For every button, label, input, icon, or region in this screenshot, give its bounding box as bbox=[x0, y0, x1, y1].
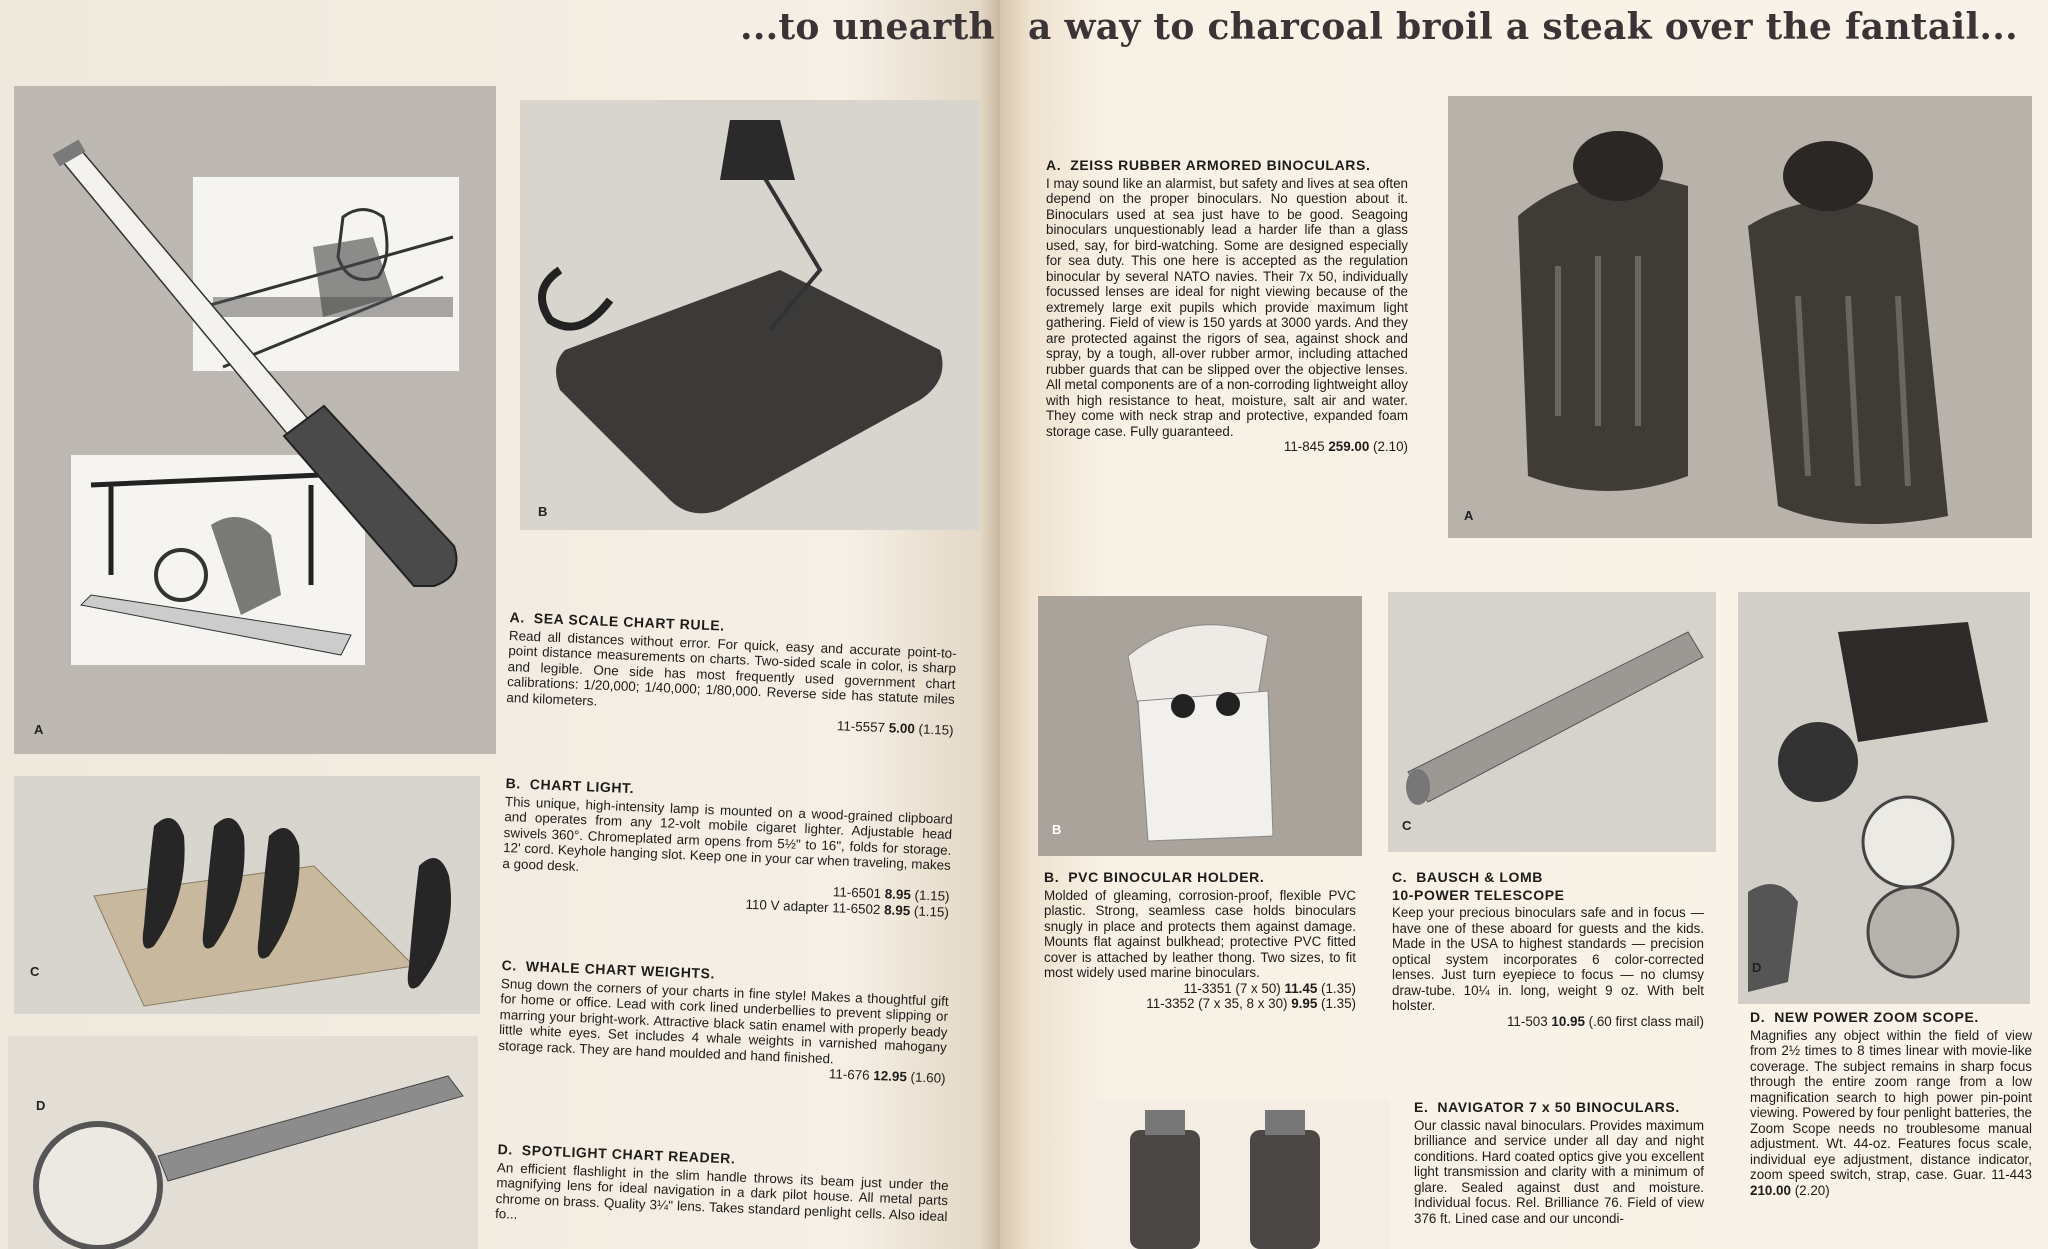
photo-navigator-binoculars bbox=[1090, 1100, 1390, 1249]
item-description: Magnifies any object within the field of view from 2½ times to 8 times linear with movie-like coverage. The subject remains in sharp focus through the entire zoom range from a low magnification search to high power pin-point viewing. Powered by four penlight batteries, the Zoom Scope needs no troublesome manual adjustment. Wt. 44-oz. Features focus scale, individual eye adjustment, distance indicator, zoom speed switch, strap, case. Guar. 11-443 210.00 (2.20) bbox=[1750, 1027, 2032, 1198]
photo-label-a: A bbox=[1464, 508, 1474, 523]
item-description: Keep your precious binoculars safe and in focus — have one of these aboard for guests and the kids. Made in the USA to highest standards — precision optical system incorporates 6 color-corrected lenses. Just turn eyepiece to focus — no clumsy draw-tube. 10¼ in. long, weight 9 oz. With belt holster. bbox=[1392, 905, 1704, 1013]
photo-label-a: A bbox=[34, 722, 44, 737]
item-price: 11-3352 (7 x 35, 8 x 30) 9.95 (1.35) bbox=[1146, 996, 1356, 1011]
photo-zeiss-binoculars bbox=[1448, 96, 2032, 538]
photo-whale-chart-weights bbox=[14, 776, 480, 1014]
photo-pvc-binocular-holder bbox=[1038, 596, 1362, 856]
item-chart-light bbox=[501, 776, 954, 920]
photo-label-b: B bbox=[1052, 822, 1062, 837]
item-title: E. NAVIGATOR 7 x 50 BINOCULARS. bbox=[1414, 1099, 1680, 1115]
item-title: A. SEA SCALE CHART RULE. bbox=[509, 609, 726, 634]
photo-label-c: C bbox=[30, 964, 40, 979]
item-title: A. ZEISS RUBBER ARMORED BINOCULARS. bbox=[1046, 157, 1371, 173]
item-price: 11-5557 5.00 (1.15) bbox=[836, 718, 954, 738]
item-whale-chart-weights bbox=[498, 958, 950, 1086]
item-price: 11-6501 8.95 (1.15) bbox=[832, 884, 950, 904]
item-description: I may sound like an alarmist, but safety and lives at sea often depend on the proper binoculars. No question about it. Binoculars used at sea just have to be good. Seagoing binoculars unquestionably lead a harder life than a glass used, say, for bird-watching. Some are designed especially for sea duty. This one here is accepted as the regulation binocular by several NATO navies. Their 7x 50, individually focussed lenses are ideal for night viewing because of the extremely large exit pupils which provide maximum light gathering. Field of view is 150 yards at 3000 yards. And they are protected against the rigors of sea, against shock and spray, by a tough, all-over rubber armor, including attached rubber guards that can be slipped over the objective lenses. All metal components are of a non-corroding lightweight alloy with high resistance to heat, moisture, salt air and water. They come with neck strap and protective, expanded foam storage case. Fully guaranteed. bbox=[1046, 175, 1408, 439]
item-pvc-binocular-holder bbox=[1044, 870, 1356, 1012]
item-price: 11-676 12.95 (1.60) bbox=[828, 1066, 946, 1086]
item-title: C. WHALE CHART WEIGHTS. bbox=[501, 957, 716, 982]
item-description: This unique, high-intensity lamp is mounted on a wood-grained clipboard and operates from any 12-volt mobile cigaret lighter. Adjustable head swivels 360°. Chromeplated arm opens from 5½" to 16", folds for storage. 12' cord. Keyhole hanging slot. Keep one in your car when traveling, makes a good desk. bbox=[502, 793, 953, 874]
item-description: Molded of gleaming, corrosion-proof, flexible PVC plastic. Strong, seamless case holds binoculars snugly in place and protects them against damage. Mounts flat against bulkhead; protective PVC fitted cover is attached by leather thong. Two sizes, to fit most widely used marine binoculars. bbox=[1044, 887, 1356, 980]
left-page bbox=[0, 0, 1000, 1249]
item-price: 11-845 259.00 (2.10) bbox=[1283, 439, 1408, 454]
item-title: B. PVC BINOCULAR HOLDER. bbox=[1044, 869, 1265, 885]
item-sea-scale-chart-rule bbox=[506, 610, 958, 738]
item-description: An efficient flashlight in the slim handle throws its beam just under the magnifying lens for ideal navigation in a dark pilot house. All metal parts chrome on brass. Quality 3¼" lens. Takes standard penlight cells. Also ideal fo... bbox=[494, 1159, 949, 1224]
item-title: C. BAUSCH & LOMB bbox=[1392, 869, 1543, 885]
item-price: 11-503 10.95 (.60 first class mail) bbox=[1506, 1013, 1704, 1029]
item-description: Read all distances without error. For quick, easy and accurate point-to-point distance measurements on charts. Two-sided scale in color, is sharp and legible. One side has most frequently used government chart calibrations: 1/20,000; 1/40,000; 1/80,000. Reverse side has statute miles and kilometers. bbox=[506, 627, 957, 709]
right-page bbox=[1000, 0, 2048, 1249]
item-description: Our classic naval binoculars. Provides maximum brilliance and service under all day and night conditions. Hard coated optics give you excellent light transmission and clarity with a minimum of glare. Sealed against dust and moisture. Individual focus. Rel. Brilliance 76. Field of view 376 ft. Lined case and our uncondi- bbox=[1414, 1117, 1704, 1226]
item-title: D. NEW POWER ZOOM SCOPE. bbox=[1750, 1009, 1979, 1025]
photo-telescope bbox=[1388, 592, 1716, 852]
photo-label-b: B bbox=[538, 504, 548, 519]
item-power-zoom-scope bbox=[1750, 1010, 2032, 1198]
photo-label-d: D bbox=[1752, 960, 1762, 975]
item-bausch-lomb-telescope bbox=[1392, 870, 1704, 1029]
item-price: 11-3351 (7 x 50) 11.45 (1.35) bbox=[1183, 980, 1356, 996]
photo-power-zoom-scope bbox=[1738, 592, 2030, 1004]
item-zeiss-binoculars bbox=[1046, 158, 1408, 455]
item-title-line2: 10-POWER TELESCOPE bbox=[1392, 886, 1565, 903]
item-description: Snug down the corners of your charts in fine style! Makes a thoughtful gift for home or office. Lead with cork lined underbellies to prevent slipping or marring your bright-work. Attractive black satin enamel with properly beady little white eyes. Set includes 4 whale weights in varnished mahogany storage rack. They are hand moulded and hand finished. bbox=[498, 975, 949, 1066]
photo-sea-scale-chart-rule bbox=[14, 86, 496, 754]
left-headline: ...to unearth bbox=[740, 6, 996, 48]
photo-spotlight-chart-reader bbox=[8, 1036, 478, 1249]
chart-rule-graphic bbox=[14, 86, 496, 754]
item-price-adapter: 110 V adapter 11-6502 8.95 (1.15) bbox=[745, 896, 950, 920]
item-title: D. SPOTLIGHT CHART READER. bbox=[497, 1141, 736, 1167]
item-spotlight-chart-reader bbox=[495, 1142, 950, 1240]
item-navigator-binoculars bbox=[1414, 1100, 1704, 1226]
photo-chart-light bbox=[520, 100, 980, 530]
photo-label-d: D bbox=[36, 1098, 46, 1113]
item-title: B. CHART LIGHT. bbox=[505, 775, 635, 797]
photo-label-c: C bbox=[1402, 818, 1412, 833]
right-headline: a way to charcoal broil a steak over the fantail... bbox=[1028, 6, 2018, 48]
